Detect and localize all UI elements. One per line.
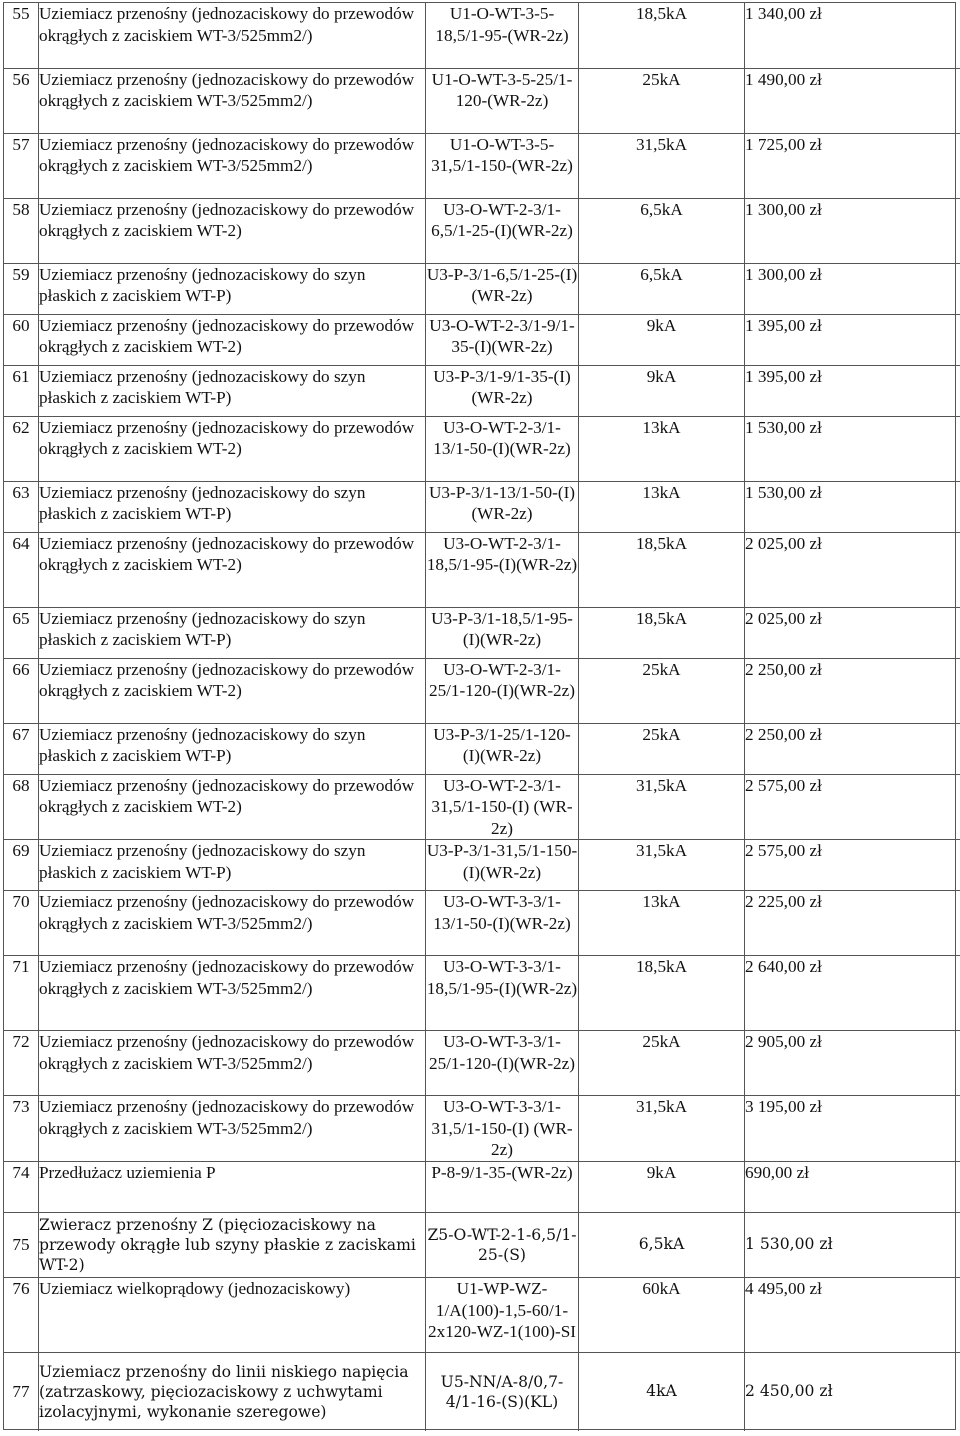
description-cell: Uziemiacz przenośny (jednozaciskowy do szyn płaskich z zaciskiem WT-P): [39, 723, 426, 774]
product-code-cell: U3-P-3/1-18,5/1-95-(I)(WR-2z): [426, 607, 579, 658]
product-code-cell: U3-O-WT-3-3/1-25/1-120-(I)(WR-2z): [426, 1031, 579, 1096]
price-list-body: [4, 3, 960, 1431]
table-row: [4, 133, 960, 198]
product-code-cell: Z5-O-WT-2-1-6,5/1-25-(S): [426, 1213, 579, 1278]
table-row: [4, 1213, 960, 1278]
table-row: [4, 481, 960, 532]
rated-current-cell: 60kA: [579, 1278, 745, 1353]
description-cell: Przedłużacz uziemienia P: [39, 1162, 426, 1213]
row-number-cell: 74: [12, 1163, 30, 1183]
description-cell: Uziemiacz przenośny (jednozaciskowy do przewodów okrągłych z zaciskiem WT-3/525mm2/): [39, 1096, 426, 1162]
rated-current-cell: 6,5kA: [579, 263, 745, 314]
price-cell: 2 575,00 zł: [745, 774, 960, 840]
table-row: [4, 1096, 960, 1162]
row-number-cell: 56: [12, 69, 30, 89]
description-cell: Uziemiacz przenośny (jednozaciskowy do przewodów okrągłych z zaciskiem WT-3/525mm2/): [39, 133, 426, 198]
description-cell: Uziemiacz wielkoprądowy (jednozaciskowy): [39, 1278, 426, 1353]
product-code-cell: U3-O-WT-2-3/1-31,5/1-150-(I) (WR-2z): [426, 774, 579, 840]
description-cell: Uziemiacz przenośny (jednozaciskowy do szyn płaskich z zaciskiem WT-P): [39, 840, 426, 891]
row-number-cell: 77: [12, 1382, 30, 1402]
table-row: [4, 314, 960, 365]
description-cell: Uziemiacz przenośny (jednozaciskowy do przewodów okrągłych z zaciskiem WT-2): [39, 774, 426, 840]
price-list-table: [4, 3, 960, 1431]
product-code-cell: U3-P-3/1-31,5/1-150-(I)(WR-2z): [426, 840, 579, 891]
price-cell: 1 490,00 zł: [745, 68, 960, 133]
product-code-cell: U5-NN/A-8/0,7-4/1-16-(S)(KL): [426, 1353, 579, 1431]
table-row: [4, 956, 960, 1031]
product-code-cell: U3-P-3/1-9/1-35-(I)(WR-2z): [426, 365, 579, 416]
rated-current-cell: 6,5kA: [579, 198, 745, 263]
product-code-cell: P-8-9/1-35-(WR-2z): [426, 1162, 579, 1213]
row-number-cell: 66: [12, 659, 30, 679]
rated-current-cell: 9kA: [579, 1162, 745, 1213]
price-cell: 1 395,00 zł: [745, 365, 960, 416]
price-cell: 1 300,00 zł: [745, 263, 960, 314]
rated-current-cell: 25kA: [579, 658, 745, 723]
rated-current-cell: 18,5kA: [579, 532, 745, 607]
rated-current-cell: 13kA: [579, 481, 745, 532]
row-number-cell: 65: [12, 608, 30, 628]
rated-current-cell: 25kA: [579, 723, 745, 774]
table-row: [4, 723, 960, 774]
rated-current-cell: 6,5kA: [579, 1213, 745, 1278]
product-code-cell: U3-O-WT-3-3/1-13/1-50-(I)(WR-2z): [426, 891, 579, 956]
product-code-cell: U3-O-WT-3-3/1-18,5/1-95-(I)(WR-2z): [426, 956, 579, 1031]
price-cell: 1 530,00 zł: [745, 416, 960, 481]
row-number-cell: 67: [12, 724, 30, 744]
price-cell: 2 025,00 zł: [745, 532, 960, 607]
table-row: [4, 774, 960, 840]
row-number-cell: 72: [12, 1032, 30, 1052]
table-row: [4, 840, 960, 891]
price-cell: 1 530,00 zł: [745, 481, 960, 532]
rated-current-cell: 25kA: [579, 1031, 745, 1096]
table-row: [4, 3, 960, 68]
description-cell: Uziemiacz przenośny (jednozaciskowy do przewodów okrągłych z zaciskiem WT-2): [39, 198, 426, 263]
price-cell: 2 250,00 zł: [745, 723, 960, 774]
description-cell: Uziemiacz przenośny (jednozaciskowy do przewodów okrągłych z zaciskiem WT-3/525mm2/): [39, 956, 426, 1031]
price-cell: 1 300,00 zł: [745, 198, 960, 263]
price-cell: 2 450,00 zł: [745, 1353, 960, 1431]
row-number-cell: 60: [12, 315, 30, 335]
row-number-cell: 75: [12, 1235, 30, 1255]
table-row: [4, 607, 960, 658]
description-cell: Uziemiacz przenośny (jednozaciskowy do przewodów okrągłych z zaciskiem WT-3/525mm2/): [39, 3, 426, 68]
product-code-cell: U3-O-WT-2-3/1-18,5/1-95-(I)(WR-2z): [426, 532, 579, 607]
table-row: [4, 891, 960, 956]
product-code-cell: U1-WP-WZ-1/A(100)-1,5-60/1-2x120-WZ-1(100)-SI: [426, 1278, 579, 1353]
rated-current-cell: 4kA: [579, 1353, 745, 1431]
product-code-cell: U3-P-3/1-25/1-120-(I)(WR-2z): [426, 723, 579, 774]
description-cell: Uziemiacz przenośny do linii niskiego napięcia (zatrzaskowy, pięciozaciskowy z uchwytami izolacyjnymi, wykonanie szeregowe): [39, 1353, 426, 1431]
description-cell: Uziemiacz przenośny (jednozaciskowy do przewodów okrągłych z zaciskiem WT-3/525mm2/): [39, 68, 426, 133]
product-code-cell: U3-O-WT-3-3/1-31,5/1-150-(I) (WR-2z): [426, 1096, 579, 1162]
price-cell: 2 025,00 zł: [745, 607, 960, 658]
description-cell: Uziemiacz przenośny (jednozaciskowy do przewodów okrągłych z zaciskiem WT-3/525mm2/): [39, 891, 426, 956]
product-code-cell: U3-P-3/1-6,5/1-25-(I)(WR-2z): [426, 263, 579, 314]
table-row: [4, 68, 960, 133]
table-row: [4, 1278, 960, 1353]
table-row: [4, 263, 960, 314]
row-number-cell: 76: [12, 1279, 30, 1299]
description-cell: Zwieracz przenośny Z (pięciozaciskowy na przewody okrągłe lub szyny płaskie z zaciskami WT-2): [39, 1213, 426, 1278]
rated-current-cell: 25kA: [579, 68, 745, 133]
row-number-cell: 59: [12, 264, 30, 284]
product-code-cell: U3-O-WT-2-3/1-25/1-120-(I)(WR-2z): [426, 658, 579, 723]
description-cell: Uziemiacz przenośny (jednozaciskowy do przewodów okrągłych z zaciskiem WT-2): [39, 416, 426, 481]
row-number-cell: 55: [12, 4, 30, 23]
table-row: [4, 198, 960, 263]
description-cell: Uziemiacz przenośny (jednozaciskowy do szyn płaskich z zaciskiem WT-P): [39, 365, 426, 416]
price-cell: 4 495,00 zł: [745, 1278, 960, 1353]
product-code-cell: U3-O-WT-2-3/1-6,5/1-25-(I)(WR-2z): [426, 198, 579, 263]
price-cell: 1 340,00 zł: [745, 3, 960, 68]
table-row: [4, 416, 960, 481]
rated-current-cell: 31,5kA: [579, 133, 745, 198]
description-cell: Uziemiacz przenośny (jednozaciskowy do przewodów okrągłych z zaciskiem WT-3/525mm2/): [39, 1031, 426, 1096]
price-cell: 1 530,00 zł: [745, 1213, 960, 1278]
row-number-cell: 58: [12, 199, 30, 219]
price-cell: 1 395,00 zł: [745, 314, 960, 365]
row-number-cell: 61: [12, 366, 30, 386]
description-cell: Uziemiacz przenośny (jednozaciskowy do przewodów okrągłych z zaciskiem WT-2): [39, 532, 426, 607]
rated-current-cell: 13kA: [579, 416, 745, 481]
rated-current-cell: 31,5kA: [579, 840, 745, 891]
row-number-cell: 63: [12, 482, 30, 502]
rated-current-cell: 31,5kA: [579, 1096, 745, 1162]
product-code-cell: U3-O-WT-2-3/1-13/1-50-(I)(WR-2z): [426, 416, 579, 481]
rated-current-cell: 18,5kA: [579, 956, 745, 1031]
product-code-cell: U3-O-WT-2-3/1-9/1-35-(I)(WR-2z): [426, 314, 579, 365]
row-number-cell: 57: [12, 134, 30, 154]
price-cell: 2 575,00 zł: [745, 840, 960, 891]
table-row: [4, 1353, 960, 1431]
price-cell: 2 250,00 zł: [745, 658, 960, 723]
description-cell: Uziemiacz przenośny (jednozaciskowy do przewodów okrągłych z zaciskiem WT-2): [39, 314, 426, 365]
row-number-cell: 62: [12, 417, 30, 437]
row-number-cell: 70: [12, 892, 30, 912]
row-number-cell: 64: [12, 533, 30, 553]
price-cell: 2 640,00 zł: [745, 956, 960, 1031]
rated-current-cell: 31,5kA: [579, 774, 745, 840]
row-number-cell: 71: [12, 957, 30, 977]
product-code-cell: U1-O-WT-3-5-31,5/1-150-(WR-2z): [426, 133, 579, 198]
description-cell: Uziemiacz przenośny (jednozaciskowy do przewodów okrągłych z zaciskiem WT-2): [39, 658, 426, 723]
description-cell: Uziemiacz przenośny (jednozaciskowy do szyn płaskich z zaciskiem WT-P): [39, 607, 426, 658]
row-number-cell: 69: [12, 841, 30, 861]
row-number-cell: 73: [12, 1097, 30, 1117]
table-row: [4, 532, 960, 607]
product-code-cell: U1-O-WT-3-5-25/1-120-(WR-2z): [426, 68, 579, 133]
product-code-cell: U1-O-WT-3-5-18,5/1-95-(WR-2z): [426, 3, 579, 68]
table-row: [4, 365, 960, 416]
table-row: [4, 1162, 960, 1213]
price-cell: 3 195,00 zł: [745, 1096, 960, 1162]
price-cell: 690,00 zł: [745, 1162, 960, 1213]
row-number-cell: 68: [12, 775, 30, 795]
rated-current-cell: 18,5kA: [579, 3, 745, 68]
price-cell: 2 905,00 zł: [745, 1031, 960, 1096]
rated-current-cell: 13kA: [579, 891, 745, 956]
price-cell: 1 725,00 zł: [745, 133, 960, 198]
rated-current-cell: 9kA: [579, 365, 745, 416]
description-cell: Uziemiacz przenośny (jednozaciskowy do szyn płaskich z zaciskiem WT-P): [39, 263, 426, 314]
description-cell: Uziemiacz przenośny (jednozaciskowy do szyn płaskich z zaciskiem WT-P): [39, 481, 426, 532]
product-code-cell: U3-P-3/1-13/1-50-(I)(WR-2z): [426, 481, 579, 532]
table-row: [4, 658, 960, 723]
rated-current-cell: 9kA: [579, 314, 745, 365]
table-row: [4, 1031, 960, 1096]
price-cell: 2 225,00 zł: [745, 891, 960, 956]
rated-current-cell: 18,5kA: [579, 607, 745, 658]
